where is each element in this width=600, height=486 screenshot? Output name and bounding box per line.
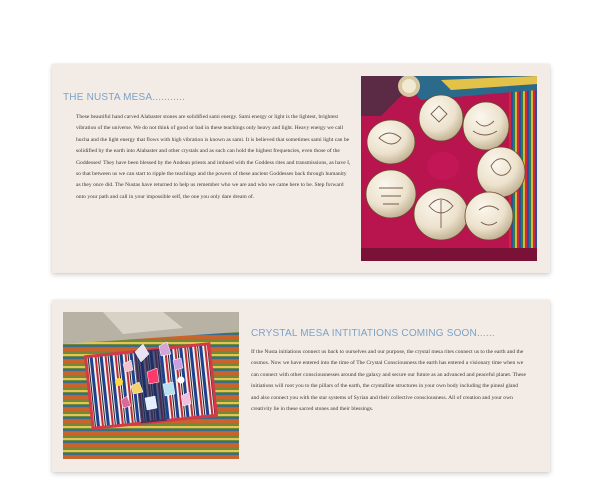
nusta-mesa-text: These beautiful hand carved Alabaster stones are solidified sami energy. Sami energy or light is the lightest, brightest vibration of the universe. We do not think of good or bad in these teachings only heavy and light. Heavy energy we call hucha and the light energy that flows with high vibration is known as sami. It is believed that sometimes sami light can be solidified by the earth into Alabaster and other crystals and as such can hold the highest frequencies, even those of the Goddesses! They have been blessed by the Andean priests and imbued with the Goddess rites and transmissions, as have I, so that between us we can start to ripple the teachings and the powers of these ancient Goddesses back through humanity as they once did. The Nustas have returned to help us remember who we are and who we came here to be. Step forward onto your path and call in your impossible self, the one you only dare dream of.	[76, 114, 351, 200]
crystal-mesa-title: CRYSTAL MESA INTITIATIONS COMING SOON......	[251, 328, 495, 339]
crystal-mesa-card	[52, 300, 550, 472]
nusta-mesa-card	[52, 64, 550, 273]
alabaster-stones-photo	[361, 76, 537, 261]
crystal-mesa-photo	[63, 312, 239, 459]
crystal-mesa-text: If the Nusta initiations connect us back to ourselves and our purpose, the crystal mesa rites connect us to the earth and the cosmos. Now we have entered into the time of The Crystal Consciousness the earth has entered a visionary time when we can connect with other consciousnesses around the galaxy and secure our future as an advanced and peaceful planet. These initiations will root you to the pillars of the earth, the crystalline structures in your own body including the pineal gland and also connect you with the star systems of Syrian and their collective consciousness. All of creation and your own creativity lie in these sacred stones and their blessings.	[251, 349, 526, 413]
nusta-mesa-title: THE NUSTA MESA...........	[63, 92, 186, 103]
